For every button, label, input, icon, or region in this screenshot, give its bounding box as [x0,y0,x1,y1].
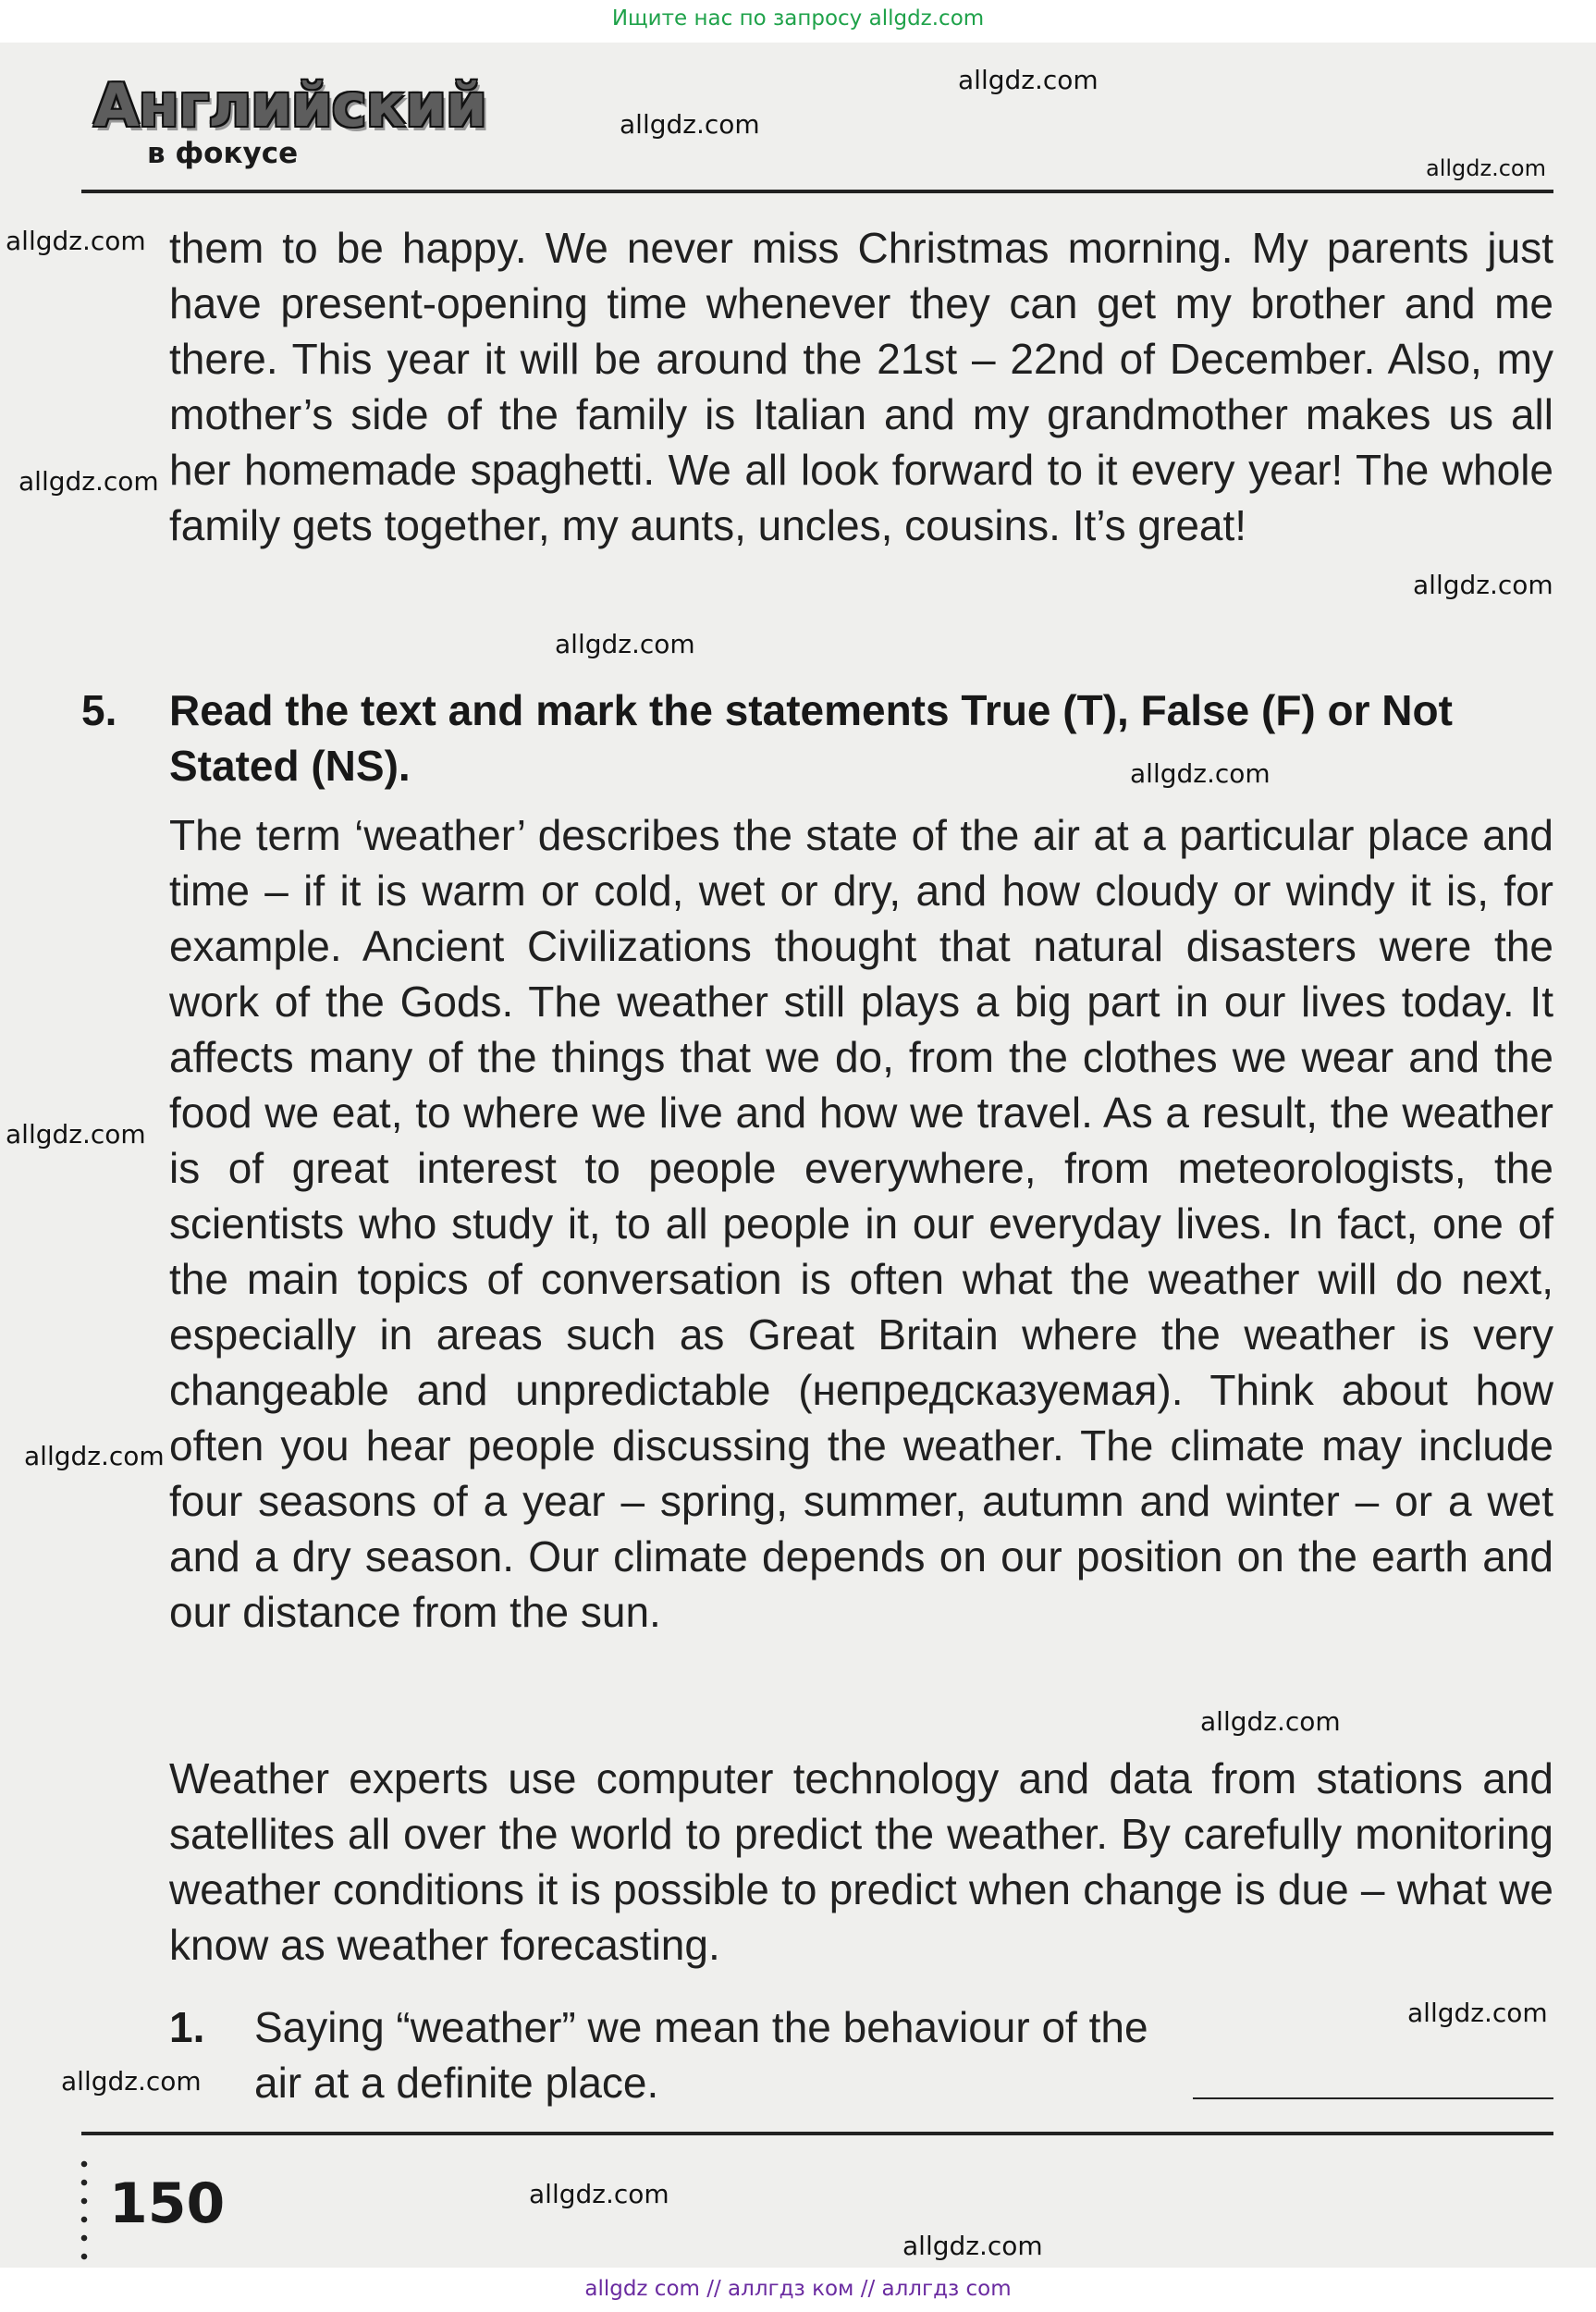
watermark: allgdz.com [529,2179,669,2209]
header-divider [81,190,1553,193]
watermark: allgdz.com [1413,570,1553,600]
watermark: allgdz.com [61,2066,202,2097]
footer-dots [80,2155,89,2266]
reading-paragraph-1: The term ‘weather’ describes the state of the air at a particular place and time – if it is warm or cold, wet or dry, and how cloudy or windy it is, for example. Ancient Civilizations thought that natural disasters were the work of the Gods. The weather still plays a big part in our lives today. It affects many of the things that we do, from the clothes we wear and the food we eat, to where we live and how we travel. As a result, the weather is of great interest to people everywhere, from meteorologists, the scientists who study it, to all people in our everyday lives. In fact, one of the main topics of conversation is often what the weather will do next, especially in areas such as Great Britain where the weather is very changeable and unpredictable (непредсказуемая). Think about how often you hear people discussing the weather. The climate may include four seasons of a year – spring, summer, autumn and winter – or a wet and a dry season. Our climate depends on our position on the earth and our distance from the sun. [169,811,1553,1636]
watermark: allgdz.com [620,109,760,140]
bottom-banner[interactable]: allgdz com // аллгдз ком // аллгдз com [0,2268,1596,2312]
watermark: allgdz.com [1130,758,1271,789]
watermark: allgdz.com [555,629,695,659]
intro-text: them to be happy. We never miss Christmas morning. My parents just have present-opening time whenever they can get my brother and me there. This year it will be around the 21st – 22nd of December. Also, my mother’s side of the family is Italian and my grandmother makes us all her homemade spaghetti. We all look forward to it every year! The whole family gets together, my aunts, uncles, cousins. It’s great! [169,224,1553,549]
top-banner[interactable]: Ищите нас по запросу allgdz.com [0,0,1596,43]
watermark: allgdz.com [18,466,159,497]
watermark: allgdz.com [24,1441,165,1471]
watermark: allgdz.com [1407,1998,1548,2028]
watermark: allgdz.com [6,1119,146,1150]
watermark: allgdz.com [1426,155,1546,181]
page-number: 150 [109,2171,226,2236]
book-logo [88,72,486,174]
task-instruction: Read the text and mark the statements True (T), False (F) or Not Stated (NS). [169,686,1453,790]
watermark: allgdz.com [902,2231,1043,2261]
statement-text: Saying “weather” we mean the behaviour of the air at a definite place. [254,2003,1148,2107]
logo-subtitle: в фокусе [147,137,299,170]
reading-paragraph-2: Weather experts use computer technology and data from stations and satellites all over the world to predict the weather. By carefully monitoring weather conditions it is possible to predict when change is due – what we know as weather forecasting. [169,1754,1553,1969]
watermark: allgdz.com [1200,1706,1341,1737]
statement-number: 1. [169,2003,205,2051]
answer-line[interactable] [1193,2097,1553,2099]
logo-title: Английский [93,72,486,141]
footer-divider [81,2132,1553,2135]
watermark: allgdz.com [6,226,146,256]
watermark: allgdz.com [958,65,1099,95]
task-number: 5. [81,686,117,734]
